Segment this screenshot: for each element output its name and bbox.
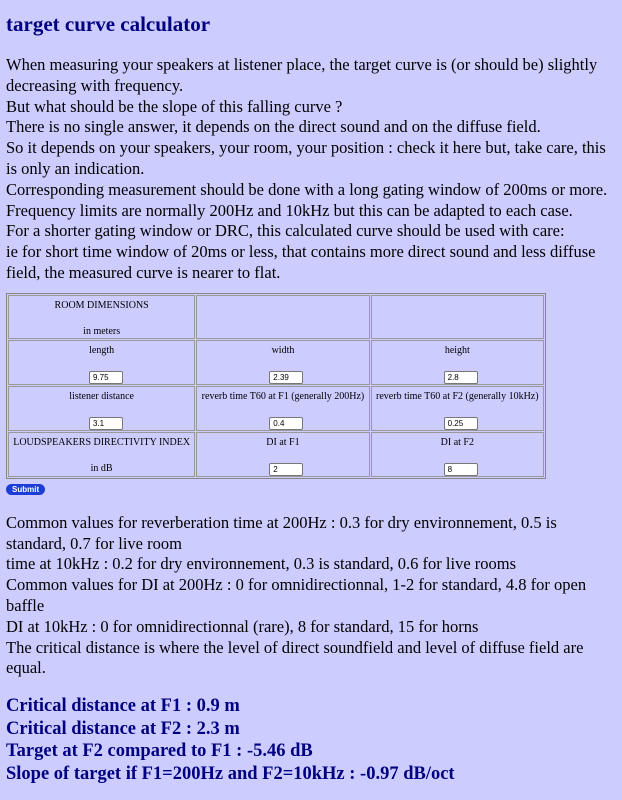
listener-distance-cell bbox=[8, 386, 195, 431]
results bbox=[6, 695, 616, 785]
di-f1-input[interactable]: 2 bbox=[269, 463, 303, 476]
result-critical-distance-f1: Critical distance at F1 : 0.9 m bbox=[6, 696, 240, 717]
t60-f1-cell bbox=[196, 386, 369, 431]
length-input[interactable]: 9.75 bbox=[89, 371, 123, 384]
empty-cell bbox=[196, 295, 369, 339]
intro-text bbox=[6, 55, 616, 284]
table-row bbox=[8, 295, 544, 339]
width-label: width bbox=[271, 344, 295, 356]
di-f2-label: DI at F2 bbox=[440, 436, 474, 448]
di-f1-label: DI at F1 bbox=[266, 436, 300, 448]
note-line: Common values for DI at 200Hz : 0 for omnidirectionnal, 1-2 for standard, 4.8 for open baffle bbox=[6, 575, 587, 615]
directivity-header: LOUDSPEAKERS DIRECTIVITY INDEX bbox=[13, 436, 191, 448]
intro-line: But what should be the slope of this falling curve ? bbox=[6, 96, 343, 116]
intro-line: For a shorter gating window or DRC, this calculated curve should be used with care: bbox=[6, 221, 565, 241]
result-critical-distance-f2: Critical distance at F2 : 2.3 m bbox=[6, 718, 240, 739]
notes-text bbox=[6, 513, 616, 679]
width-cell bbox=[196, 340, 369, 385]
intro-line: ie for short time window of 20ms or less, that contains more direct sound and less diffuse field, the measured curve is nearer to flat. bbox=[6, 242, 596, 282]
height-label: height bbox=[444, 344, 470, 356]
t60-f2-label: reverb time T60 at F2 (generally 10kHz) bbox=[376, 390, 539, 402]
t60-f2-input[interactable]: 0.25 bbox=[444, 417, 478, 430]
di-f2-input[interactable]: 8 bbox=[444, 463, 478, 476]
t60-f1-input[interactable]: 0.4 bbox=[269, 417, 303, 430]
intro-line: Frequency limits are normally 200Hz and 10kHz but this can be adapted to each case. bbox=[6, 200, 573, 220]
note-line: DI at 10kHz : 0 for omnidirectionnal (rare), 8 for standard, 15 for horns bbox=[6, 616, 479, 636]
page-title: target curve calculator bbox=[6, 12, 211, 36]
submit-button[interactable]: Submit bbox=[6, 484, 45, 495]
intro-line: Corresponding measurement should be done with a long gating window of 200ms or more. bbox=[6, 179, 608, 199]
t60-f2-cell bbox=[371, 386, 544, 431]
result-target-f2: Target at F2 compared to F1 : -5.46 dB bbox=[6, 741, 313, 762]
intro-line: There is no single answer, it depends on the direct sound and on the diffuse field. bbox=[6, 117, 541, 137]
di-f1-cell bbox=[196, 432, 369, 477]
directivity-header-cell bbox=[8, 432, 195, 477]
t60-f1-label: reverb time T60 at F1 (generally 200Hz) bbox=[201, 390, 365, 402]
room-dimensions-table bbox=[6, 293, 546, 479]
listener-distance-label: listener distance bbox=[69, 390, 134, 402]
empty-cell bbox=[371, 295, 544, 339]
room-dimensions-unit: in meters bbox=[83, 325, 121, 337]
note-line: Common values for reverberation time at 200Hz : 0.3 for dry environnement, 0.5 is standard, 0.7 for live room bbox=[6, 512, 557, 553]
room-dimensions-header-cell bbox=[8, 295, 195, 339]
intro-line: So it depends on your speakers, your room, your position : check it here but, take care, this is only an indication. bbox=[6, 138, 606, 178]
height-input[interactable]: 2.8 bbox=[444, 371, 478, 384]
di-f2-cell bbox=[371, 432, 544, 477]
length-label: length bbox=[89, 344, 115, 356]
intro-line: When measuring your speakers at listener place, the target curve is (or should be) slightly decreasing with frequency. bbox=[6, 55, 598, 95]
table-row bbox=[8, 340, 544, 385]
note-line: time at 10kHz : 0.2 for dry environnement, 0.3 is standard, 0.6 for live rooms bbox=[6, 554, 517, 574]
listener-distance-input[interactable]: 3.1 bbox=[89, 417, 123, 430]
calculator-form bbox=[6, 293, 616, 497]
result-slope: Slope of target if F1=200Hz and F2=10kHz : -0.97 dB/oct bbox=[6, 763, 455, 784]
height-cell bbox=[371, 340, 544, 385]
directivity-unit: in dB bbox=[90, 462, 113, 474]
length-cell bbox=[8, 340, 195, 385]
table-row bbox=[8, 386, 544, 431]
note-line: The critical distance is where the level of direct soundfield and level of diffuse field are equal. bbox=[6, 637, 584, 678]
room-dimensions-header: ROOM DIMENSIONS bbox=[54, 299, 149, 311]
table-row bbox=[8, 432, 544, 477]
width-input[interactable]: 2.39 bbox=[269, 371, 303, 384]
